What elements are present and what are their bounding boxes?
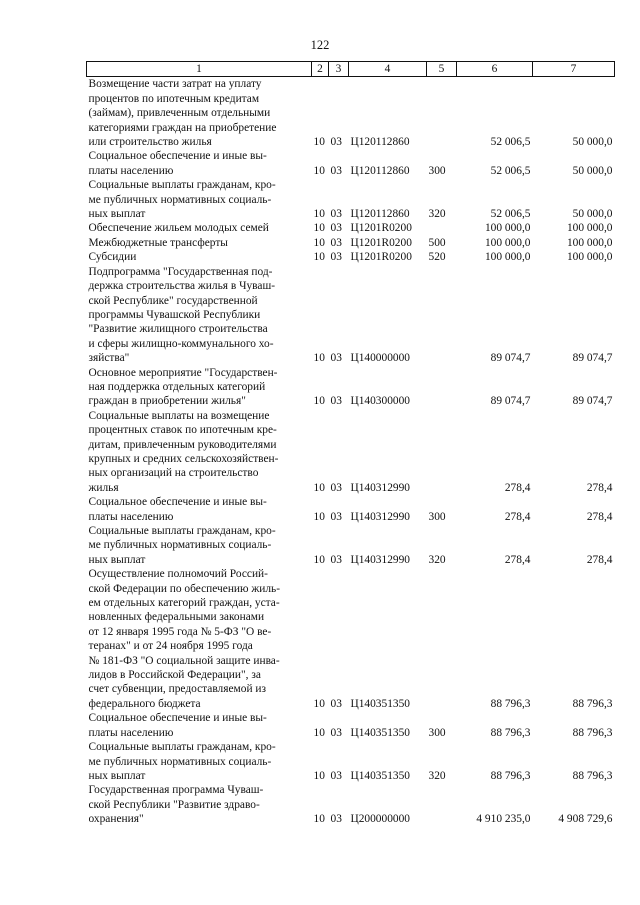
expense-type-cell — [427, 221, 457, 235]
row-name-cell — [87, 77, 312, 150]
row-name-line: ской Республики "Развитие здраво- — [88, 798, 260, 811]
row-name-line: ской Республике" государственной — [88, 294, 258, 307]
row-name-line: лидов в Российской Федерации", за — [88, 669, 261, 682]
section-cell: 10 — [313, 251, 325, 264]
amount-year2-cell: 89 074,7 — [572, 395, 613, 408]
row-name-line: ской Федерации по обеспечению жиль- — [88, 582, 281, 595]
row-name-line: Осуществление полномочий Россий- — [88, 568, 268, 581]
amount-year1-cell: 52 006,5 — [490, 164, 531, 177]
amount-year2-cell: 100 000,0 — [566, 251, 613, 264]
row-name-line: (займам), привлеченным отдельными — [88, 107, 271, 120]
budget-table — [86, 61, 615, 827]
row-name-cell — [87, 567, 312, 711]
row-name-cell — [87, 178, 312, 221]
section-cell: 10 — [313, 553, 325, 566]
subsection-cell: 03 — [330, 395, 342, 408]
expense-type-cell — [427, 366, 457, 409]
target-article-cell: Ц1201R0200 — [350, 222, 412, 235]
row-name-line: Основное мероприятие "Государствен- — [88, 366, 278, 379]
amount-year2-cell: 100 000,0 — [566, 222, 613, 235]
table-row — [87, 783, 615, 826]
section-cell: 10 — [313, 164, 325, 177]
expense-type-cell — [427, 265, 457, 366]
row-name-line: программы Чувашской Республики — [88, 308, 261, 321]
subsection-cell: 03 — [330, 164, 342, 177]
row-name-line: федерального бюджета — [88, 697, 201, 710]
row-name-line: ных организаций на строительство — [88, 467, 259, 480]
row-name-line: ме публичных нормативных социаль- — [88, 755, 272, 768]
row-name-line: дитам, привлеченным руководителями — [88, 438, 277, 451]
table-body — [87, 77, 615, 827]
expense-type-cell — [427, 783, 457, 826]
expense-type-cell: 500 — [428, 236, 446, 249]
column-header-1: 1 — [87, 62, 312, 77]
section-cell: 10 — [313, 222, 325, 235]
amount-year1-cell: 278,4 — [504, 481, 531, 494]
section-cell: 10 — [313, 726, 325, 739]
column-header-6: 6 — [457, 62, 533, 77]
table-row — [87, 567, 615, 711]
subsection-cell: 03 — [330, 769, 342, 782]
amount-year2-cell: 89 074,7 — [572, 352, 613, 365]
row-name-cell — [87, 740, 312, 783]
table-row — [87, 265, 615, 366]
amount-year2-cell: 88 796,3 — [572, 769, 613, 782]
row-name-line: процентов по ипотечным кредитам — [88, 92, 260, 105]
row-name-line: граждан в приобретении жилья" — [88, 395, 246, 408]
target-article-cell: Ц200000000 — [350, 813, 410, 826]
section-cell: 10 — [313, 352, 325, 365]
row-name-line: ных выплат — [88, 769, 146, 782]
row-name-line: № 181-ФЗ "О социальной защите инва- — [88, 654, 280, 667]
amount-year1-cell: 100 000,0 — [484, 251, 531, 264]
expense-type-cell — [427, 409, 457, 495]
subsection-cell: 03 — [330, 251, 342, 264]
table-row — [87, 77, 615, 150]
row-name-line: Социальное обеспечение и иные вы- — [88, 496, 267, 509]
row-name-line: Социальные выплаты гражданам, кро- — [88, 525, 276, 537]
subsection-cell: 03 — [330, 222, 342, 235]
row-name-line: от 12 января 1995 года № 5-ФЗ "О ве- — [88, 625, 272, 638]
row-name-cell — [87, 495, 312, 524]
table-row — [87, 149, 615, 178]
subsection-cell: 03 — [330, 136, 342, 149]
row-name-line: Субсидии — [88, 251, 137, 264]
page-number: 122 — [310, 38, 330, 52]
row-name-line: Возмещение части затрат на уплату — [88, 78, 262, 91]
target-article-cell: Ц140300000 — [350, 395, 410, 408]
row-name-cell — [87, 711, 312, 740]
row-name-line: Социальные выплаты гражданам, кро- — [88, 741, 276, 754]
row-name-line: новленных федеральными законами — [88, 611, 265, 624]
amount-year1-cell: 278,4 — [504, 553, 531, 566]
column-header-5: 5 — [427, 62, 457, 77]
row-name-cell — [87, 236, 312, 250]
amount-year2-cell: 278,4 — [586, 481, 613, 494]
row-name-line: держка строительства жилья в Чуваш- — [88, 280, 276, 293]
expense-type-cell: 520 — [428, 251, 446, 264]
amount-year2-cell: 88 796,3 — [572, 726, 613, 739]
amount-year1-cell: 4 910 235,0 — [476, 813, 531, 826]
table-row — [87, 366, 615, 409]
amount-year2-cell: 100 000,0 — [566, 236, 613, 249]
row-name-line: ных выплат — [88, 553, 146, 566]
row-name-line: зяйства" — [88, 352, 130, 365]
table-row — [87, 711, 615, 740]
row-name-line: ная поддержка отдельных категорий — [88, 380, 266, 393]
amount-year2-cell: 50 000,0 — [572, 208, 613, 221]
subsection-cell: 03 — [330, 208, 342, 221]
row-name-cell — [87, 783, 312, 826]
amount-year1-cell: 88 796,3 — [490, 769, 531, 782]
target-article-cell: Ц140351350 — [350, 697, 410, 710]
amount-year1-cell: 88 796,3 — [490, 726, 531, 739]
row-name-line: Социальное обеспечение и иные вы- — [88, 150, 267, 163]
expense-type-cell — [427, 567, 457, 711]
amount-year2-cell: 50 000,0 — [572, 164, 613, 177]
amount-year1-cell: 89 074,7 — [490, 395, 531, 408]
target-article-cell: Ц140000000 — [350, 352, 410, 365]
row-name-line: Подпрограмма "Государственная под- — [88, 265, 273, 278]
target-article-cell: Ц140312990 — [350, 510, 410, 523]
row-name-line: и сферы жилищно-коммунального хо- — [88, 337, 274, 350]
target-article-cell: Ц140351350 — [350, 769, 410, 782]
amount-year1-cell: 278,4 — [504, 510, 531, 523]
row-name-line: Государственная программа Чуваш- — [88, 784, 264, 797]
table-row — [87, 178, 615, 221]
expense-type-cell: 320 — [428, 208, 446, 221]
expense-type-cell: 300 — [428, 164, 446, 177]
table-row — [87, 524, 615, 567]
row-name-cell — [87, 149, 312, 178]
target-article-cell: Ц120112860 — [350, 208, 410, 221]
table-row — [87, 409, 615, 495]
row-name-line: теранах" и от 24 ноября 1995 года — [88, 640, 253, 653]
amount-year1-cell: 100 000,0 — [484, 236, 531, 249]
column-header-3: 3 — [329, 62, 349, 77]
row-name-cell — [87, 409, 312, 495]
row-name-line: крупных и средних сельскохозяйствен- — [88, 452, 279, 465]
row-name-line: или строительство жилья — [88, 136, 212, 149]
section-cell: 10 — [313, 813, 325, 826]
subsection-cell: 03 — [330, 510, 342, 523]
target-article-cell: Ц140351350 — [350, 726, 410, 739]
table-row — [87, 740, 615, 783]
row-name-line: процентных ставок по ипотечным кре- — [88, 424, 277, 437]
subsection-cell: 03 — [330, 726, 342, 739]
row-name-line: платы населению — [88, 726, 174, 739]
row-name-line: охранения" — [88, 813, 144, 826]
target-article-cell: Ц140312990 — [350, 481, 410, 494]
row-name-cell — [87, 265, 312, 366]
row-name-line: ных выплат — [88, 208, 146, 221]
row-name-line: Социальные выплаты гражданам, кро- — [88, 179, 276, 192]
row-name-line: платы населению — [88, 164, 174, 177]
table-row — [87, 221, 615, 235]
expense-type-cell: 320 — [428, 553, 446, 566]
expense-type-cell: 300 — [428, 510, 446, 523]
amount-year2-cell: 4 908 729,6 — [558, 813, 613, 826]
subsection-cell: 03 — [330, 697, 342, 710]
amount-year2-cell: 278,4 — [586, 510, 613, 523]
amount-year1-cell: 52 006,5 — [490, 136, 531, 149]
table-header-row — [87, 62, 615, 77]
subsection-cell: 03 — [330, 813, 342, 826]
row-name-line: платы населению — [88, 510, 174, 523]
column-header-4: 4 — [349, 62, 427, 77]
section-cell: 10 — [313, 236, 325, 249]
table-row — [87, 250, 615, 264]
row-name-line: Обеспечение жильем молодых семей — [88, 222, 269, 235]
column-header-7: 7 — [533, 62, 615, 77]
row-name-cell — [87, 221, 312, 235]
table-row — [87, 236, 615, 250]
row-name-line: категориями граждан на приобретение — [88, 121, 277, 134]
row-name-cell — [87, 250, 312, 264]
section-cell: 10 — [313, 510, 325, 523]
subsection-cell: 03 — [330, 481, 342, 494]
section-cell: 10 — [313, 208, 325, 221]
amount-year1-cell: 100 000,0 — [484, 222, 531, 235]
column-header-2: 2 — [312, 62, 329, 77]
subsection-cell: 03 — [330, 553, 342, 566]
section-cell: 10 — [313, 769, 325, 782]
row-name-line: ем отдельных категорий граждан, уста- — [88, 597, 280, 610]
row-name-line: Социальное обеспечение и иные вы- — [88, 712, 267, 725]
expense-type-cell: 300 — [428, 726, 446, 739]
row-name-line: счет субвенции, предоставляемой из — [88, 683, 266, 696]
target-article-cell: Ц120112860 — [350, 164, 410, 177]
target-article-cell: Ц140312990 — [350, 553, 410, 566]
row-name-cell — [87, 524, 312, 567]
amount-year1-cell: 88 796,3 — [490, 697, 531, 710]
amount-year1-cell: 52 006,5 — [490, 208, 531, 221]
row-name-line: ме публичных нормативных социаль- — [88, 539, 272, 552]
table-row — [87, 495, 615, 524]
row-name-line: жилья — [88, 481, 119, 494]
section-cell: 10 — [313, 136, 325, 149]
target-article-cell: Ц120112860 — [350, 136, 410, 149]
row-name-line: "Развитие жилищного строительства — [88, 323, 268, 336]
section-cell: 10 — [313, 395, 325, 408]
amount-year1-cell: 89 074,7 — [490, 352, 531, 365]
row-name-cell — [87, 366, 312, 409]
section-cell: 10 — [313, 481, 325, 494]
amount-year2-cell: 88 796,3 — [572, 697, 613, 710]
amount-year2-cell: 278,4 — [586, 553, 613, 566]
subsection-cell: 03 — [330, 236, 342, 249]
row-name-line: Социальные выплаты на возмещение — [88, 409, 270, 422]
target-article-cell: Ц1201R0200 — [350, 236, 412, 249]
expense-type-cell — [427, 77, 457, 150]
row-name-line: Межбюджетные трансферты — [88, 236, 228, 249]
section-cell: 10 — [313, 697, 325, 710]
expense-type-cell: 320 — [428, 769, 446, 782]
row-name-line: ме публичных нормативных социаль- — [88, 193, 272, 206]
subsection-cell: 03 — [330, 352, 342, 365]
target-article-cell: Ц1201R0200 — [350, 251, 412, 264]
amount-year2-cell: 50 000,0 — [572, 136, 613, 149]
